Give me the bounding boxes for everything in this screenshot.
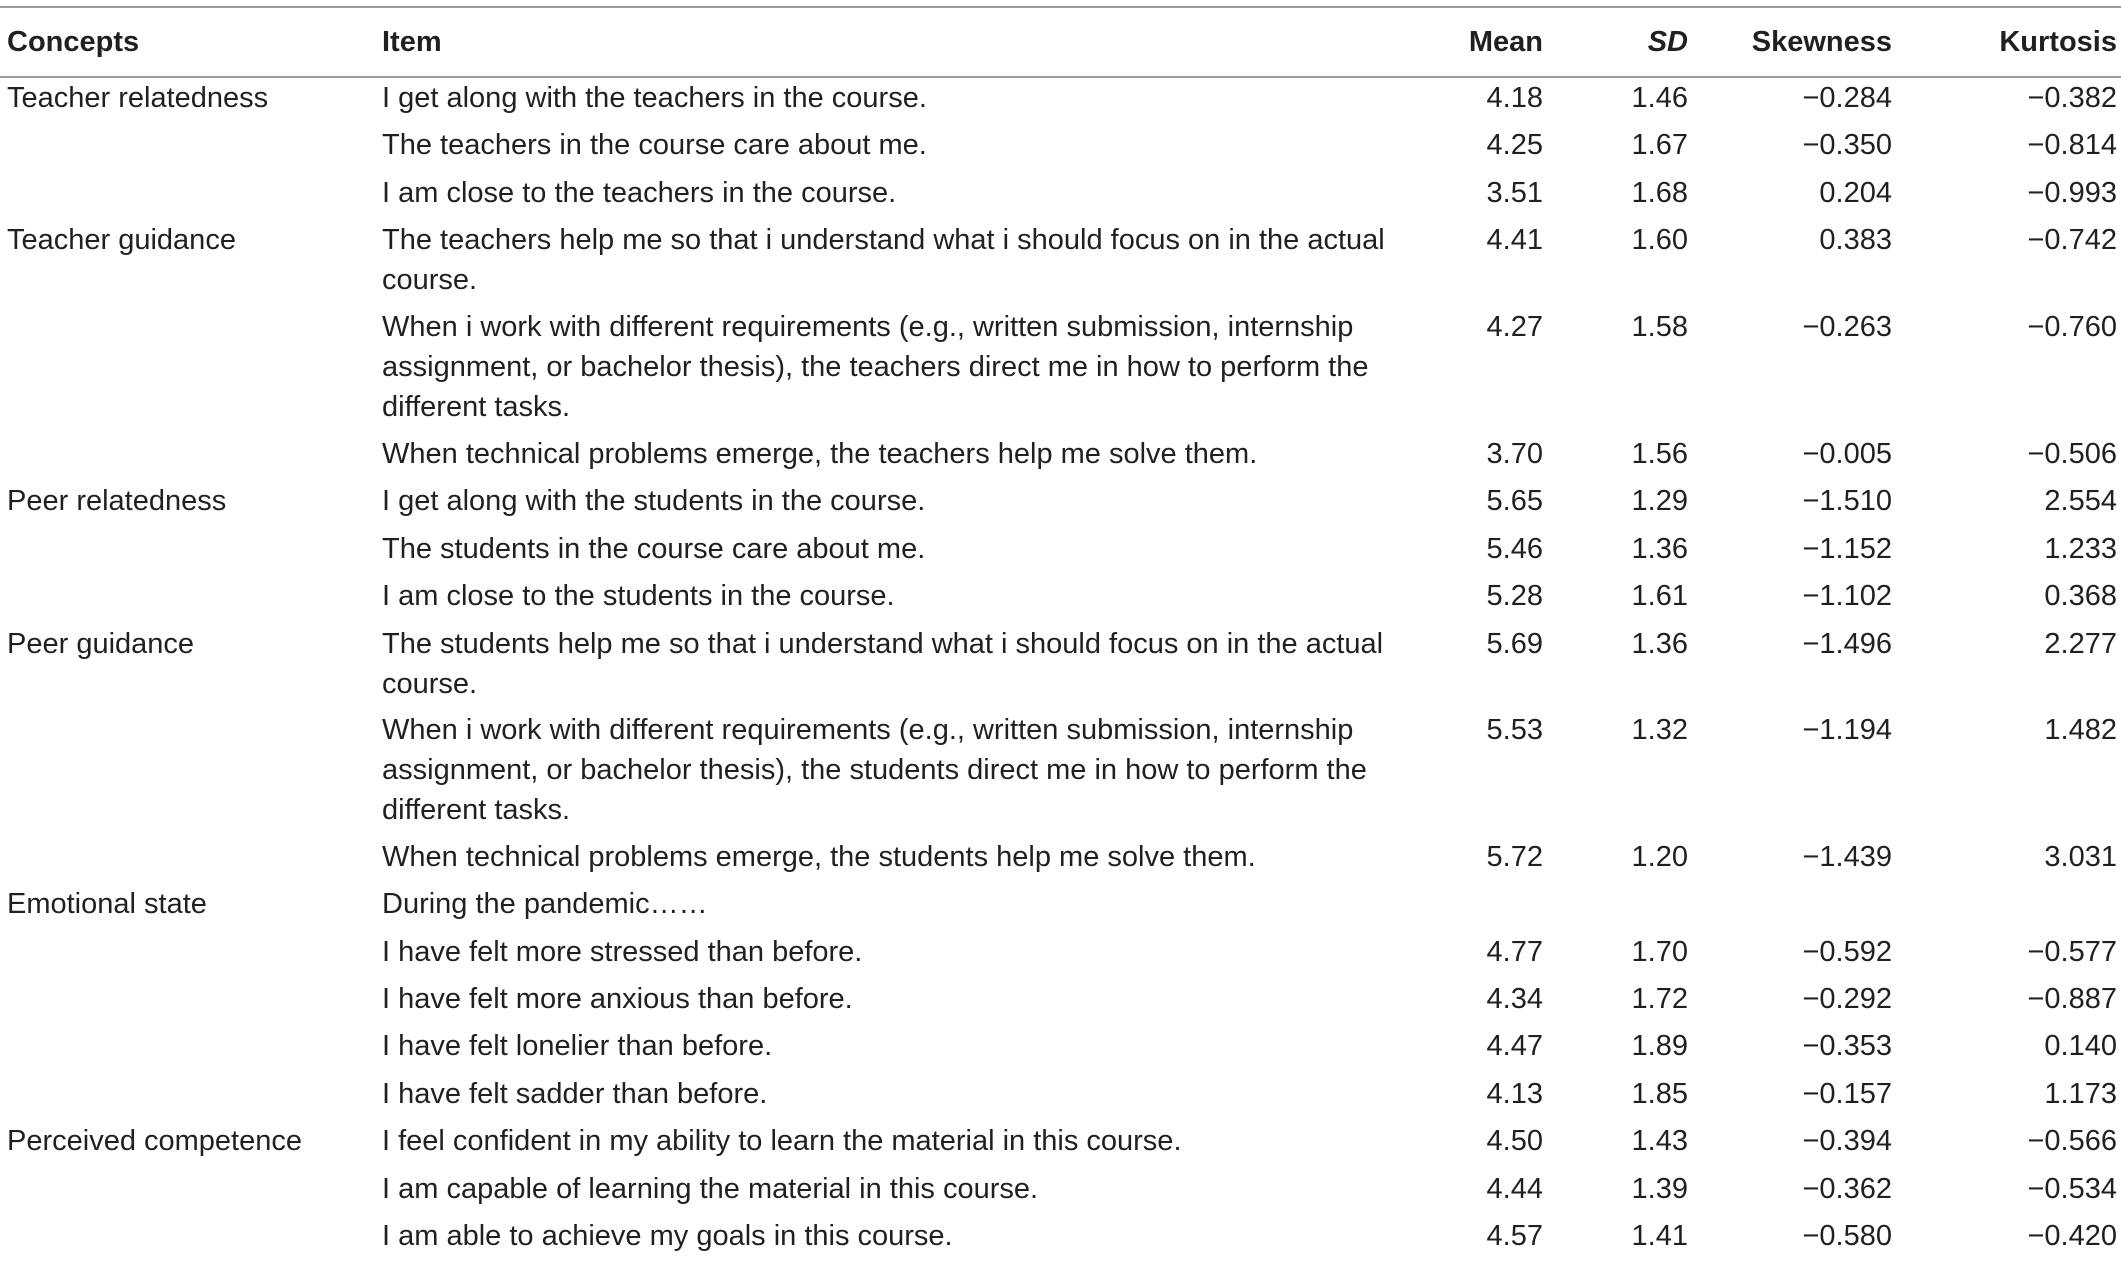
cell-mean: 5.53: [1486, 714, 1543, 746]
cell-concept: Peer relatedness: [7, 485, 227, 517]
cell-mean: 5.28: [1486, 580, 1543, 612]
cell-kurtosis: −0.993: [2027, 177, 2117, 209]
cell-sd: 1.41: [1631, 1220, 1688, 1252]
cell-sd: 1.85: [1631, 1078, 1688, 1110]
table-top-rule: [0, 6, 2121, 8]
cell-skewness: −0.292: [1802, 983, 1892, 1015]
cell-sd: 1.36: [1631, 628, 1688, 660]
cell-sd: 1.70: [1631, 936, 1688, 968]
cell-kurtosis: −0.814: [2027, 129, 2117, 161]
cell-item: When technical problems emerge, the teachers help me solve them.: [382, 438, 1258, 470]
cell-item: The teachers in the course care about me.: [382, 129, 927, 161]
cell-skewness: −0.592: [1802, 936, 1892, 968]
cell-skewness: −0.005: [1802, 438, 1892, 470]
cell-skewness: −1.194: [1802, 714, 1892, 746]
cell-sd: 1.46: [1631, 82, 1688, 114]
cell-kurtosis: −0.382: [2027, 82, 2117, 114]
cell-mean: 5.69: [1486, 628, 1543, 660]
cell-mean: 4.44: [1486, 1173, 1543, 1205]
cell-sd: 1.67: [1631, 129, 1688, 161]
cell-item: When i work with different requirements (e.g., written submission, internship assignment, or bachelor thesis), the teachers direct me in how to perform the different tasks.: [382, 311, 1369, 423]
cell-mean: 4.34: [1486, 983, 1543, 1015]
cell-skewness: −0.580: [1802, 1220, 1892, 1252]
cell-kurtosis: −0.577: [2027, 936, 2117, 968]
cell-sd: 1.32: [1631, 714, 1688, 746]
cell-skewness: −1.102: [1802, 580, 1892, 612]
cell-concept: Teacher relatedness: [7, 82, 269, 114]
cell-mean: 4.77: [1486, 936, 1543, 968]
cell-kurtosis: 3.031: [2044, 841, 2117, 873]
cell-mean: 4.18: [1486, 82, 1543, 114]
cell-skewness: −0.157: [1802, 1078, 1892, 1110]
cell-kurtosis: −0.742: [2027, 224, 2117, 256]
header-item: Item: [382, 26, 442, 58]
cell-mean: 3.51: [1486, 177, 1543, 209]
cell-sd: 1.56: [1631, 438, 1688, 470]
cell-skewness: −0.362: [1802, 1173, 1892, 1205]
header-sd: SD: [1647, 26, 1688, 58]
cell-mean: 4.25: [1486, 129, 1543, 161]
cell-mean: 4.27: [1486, 311, 1543, 343]
cell-item: During the pandemic……: [382, 888, 708, 920]
cell-item: I get along with the teachers in the course.: [382, 82, 927, 114]
cell-kurtosis: 1.173: [2044, 1078, 2117, 1110]
cell-skewness: −0.353: [1802, 1030, 1892, 1062]
cell-concept: Emotional state: [7, 888, 207, 920]
cell-kurtosis: 0.368: [2044, 580, 2117, 612]
cell-mean: 5.65: [1486, 485, 1543, 517]
cell-sd: 1.68: [1631, 177, 1688, 209]
cell-skewness: −1.510: [1802, 485, 1892, 517]
cell-kurtosis: 2.277: [2044, 628, 2117, 660]
cell-sd: 1.39: [1631, 1173, 1688, 1205]
cell-skewness: −0.350: [1802, 129, 1892, 161]
cell-kurtosis: 0.140: [2044, 1030, 2117, 1062]
cell-sd: 1.29: [1631, 485, 1688, 517]
cell-item: I get along with the students in the course.: [382, 485, 926, 517]
cell-item: I have felt sadder than before.: [382, 1078, 768, 1110]
cell-kurtosis: 1.482: [2044, 714, 2117, 746]
cell-item: I am capable of learning the material in this course.: [382, 1173, 1039, 1205]
cell-skewness: −1.439: [1802, 841, 1892, 873]
cell-skewness: −0.284: [1802, 82, 1892, 114]
cell-sd: 1.43: [1631, 1125, 1688, 1157]
header-mean: Mean: [1468, 26, 1543, 58]
cell-kurtosis: −0.566: [2027, 1125, 2117, 1157]
cell-concept: Perceived competence: [7, 1125, 302, 1157]
cell-mean: 5.72: [1486, 841, 1543, 873]
cell-mean: 3.70: [1486, 438, 1543, 470]
cell-skewness: −1.152: [1802, 533, 1892, 565]
cell-item: I have felt lonelier than before.: [382, 1030, 773, 1062]
cell-mean: 4.41: [1486, 224, 1543, 256]
cell-item: The students help me so that i understand what i should focus on in the actual course.: [382, 628, 1384, 700]
cell-skewness: 0.383: [1819, 224, 1892, 256]
cell-skewness: −0.263: [1802, 311, 1892, 343]
cell-mean: 4.57: [1486, 1220, 1543, 1252]
cell-kurtosis: −0.506: [2027, 438, 2117, 470]
cell-sd: 1.61: [1631, 580, 1688, 612]
cell-item: I have felt more anxious than before.: [382, 983, 853, 1015]
cell-item: I feel confident in my ability to learn the material in this course.: [382, 1125, 1182, 1157]
cell-kurtosis: −0.534: [2027, 1173, 2117, 1205]
cell-skewness: −0.394: [1802, 1125, 1892, 1157]
cell-mean: 4.47: [1486, 1030, 1543, 1062]
header-concepts: Concepts: [7, 26, 140, 58]
cell-concept: Peer guidance: [7, 628, 195, 660]
cell-sd: 1.60: [1631, 224, 1688, 256]
cell-kurtosis: 2.554: [2044, 485, 2117, 517]
header-skewness: Skewness: [1751, 26, 1892, 58]
cell-item: The students in the course care about me.: [382, 533, 926, 565]
cell-mean: 4.13: [1486, 1078, 1543, 1110]
cell-item: I am close to the teachers in the course.: [382, 177, 897, 209]
cell-skewness: 0.204: [1819, 177, 1892, 209]
cell-item: The teachers help me so that i understand what i should focus on in the actual course.: [382, 224, 1385, 296]
header-kurtosis: Kurtosis: [1999, 26, 2117, 58]
cell-sd: 1.58: [1631, 311, 1688, 343]
cell-kurtosis: 1.233: [2044, 533, 2117, 565]
cell-sd: 1.36: [1631, 533, 1688, 565]
cell-item: When i work with different requirements (e.g., written submission, internship assignment, or bachelor thesis), the students direct me in how to perform the different tasks.: [382, 714, 1367, 826]
cell-kurtosis: −0.887: [2027, 983, 2117, 1015]
cell-skewness: −1.496: [1802, 628, 1892, 660]
cell-sd: 1.89: [1631, 1030, 1688, 1062]
cell-sd: 1.72: [1631, 983, 1688, 1015]
cell-mean: 4.50: [1486, 1125, 1543, 1157]
cell-sd: 1.20: [1631, 841, 1688, 873]
cell-item: I have felt more stressed than before.: [382, 936, 863, 968]
cell-item: I am close to the students in the course.: [382, 580, 895, 612]
cell-item: When technical problems emerge, the students help me solve them.: [382, 841, 1256, 873]
cell-mean: 5.46: [1486, 533, 1543, 565]
cell-kurtosis: −0.420: [2027, 1220, 2117, 1252]
cell-item: I am able to achieve my goals in this course.: [382, 1220, 953, 1252]
cell-kurtosis: −0.760: [2027, 311, 2117, 343]
cell-concept: Teacher guidance: [7, 224, 236, 256]
